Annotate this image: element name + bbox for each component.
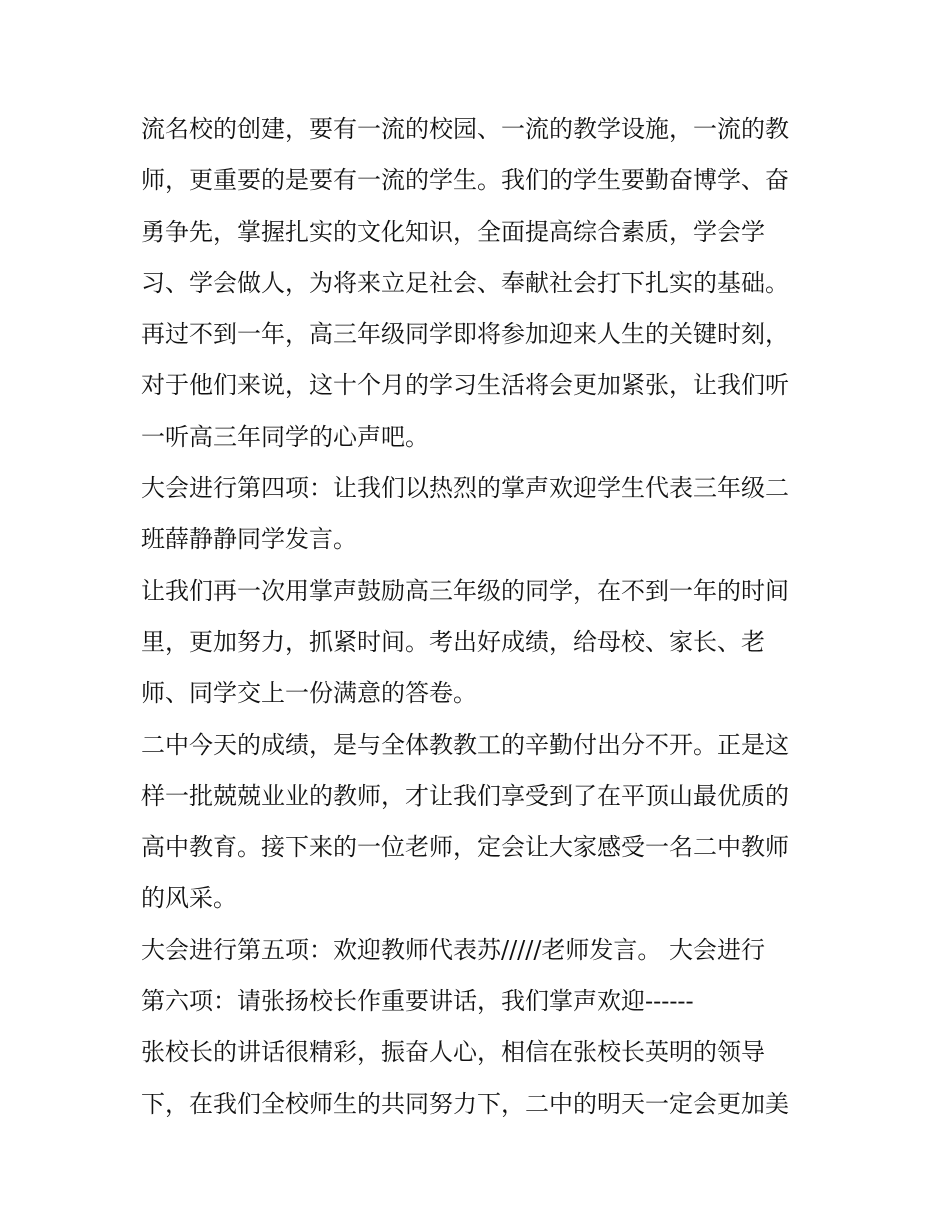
text-line: 班薛静静同学发言。 [141,525,357,554]
text-line: 师、同学交上一份满意的答卷。 [141,679,477,708]
text-line: 习、学会做人，为将来立足社会、奉献社会打下扎实的基础。 [141,268,789,297]
text-line: 大会进行第四项：让我们以热烈的掌声欢迎学生代表三年级二 [141,474,789,503]
text-line: 张校长的讲话很精彩，振奋人心，相信在张校长英明的领导 [141,1038,765,1067]
text-line: 勇争先，掌握扎实的文化知识，全面提高综合素质，学会学 [141,217,765,246]
text-line: 再过不到一年，高三年级同学即将参加迎来人生的关键时刻， [141,320,789,349]
document-body [141,104,821,1130]
text-line: 让我们再一次用掌声鼓励高三年级的同学，在不到一年的时间 [141,576,789,605]
text-line: 下，在我们全校师生的共同努力下，二中的明天一定会更加美 [141,1089,789,1118]
text-line: 二中今天的成绩，是与全体教教工的辛勤付出分不开。正是这 [141,730,789,759]
text-line: 样一批兢兢业业的教师，才让我们享受到了在平顶山最优质的 [141,781,789,810]
text-line: 对于他们来说，这十个月的学习生活将会更加紧张，让我们听 [141,371,789,400]
text-line: 流名校的创建，要有一流的校园、一流的教学设施，一流的教 [141,115,789,143]
text-line: 大会进行第五项：欢迎教师代表苏/////老师发言。 大会进行 [141,935,766,964]
text-line: 里，更加努力，抓紧时间。考出好成绩，给母校、家长、老 [141,627,765,656]
text-line: 的风采。 [141,884,237,913]
text-line: 师，更重要的是要有一流的学生。我们的学生要勤奋博学、奋 [141,166,789,195]
text-line: 一听高三年同学的心声吧。 [141,422,429,451]
text-line: 高中教育。接下来的一位老师，定会让大家感受一名二中教师 [141,833,789,862]
text-line: 第六项：请张扬校长作重要讲话，我们掌声欢迎------ [141,987,694,1016]
